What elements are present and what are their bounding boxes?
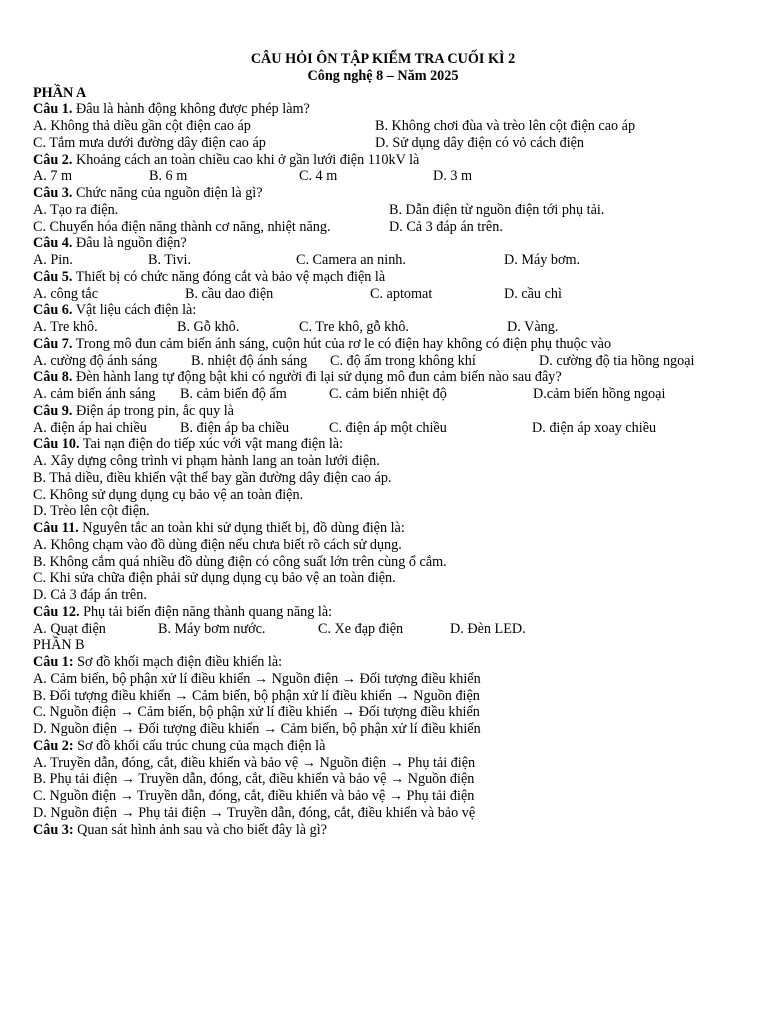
answer-option: B. Máy bơm nước. xyxy=(158,620,266,637)
question-label: Câu 11. xyxy=(33,520,79,536)
part_a-question-12 xyxy=(33,604,733,621)
answer-option: A. cảm biến ánh sáng xyxy=(33,386,156,402)
answer-row xyxy=(33,353,733,370)
answer-option: B. cảm biến độ ẩm xyxy=(180,386,287,402)
answer-option: C. aptomat xyxy=(370,285,433,302)
question-text: Điện áp trong pin, ắc quy là xyxy=(72,402,234,419)
part-b-heading: PHẦN B xyxy=(33,637,85,654)
question-text: Khoảng cách an toàn chiều cao khi ở gần lưới điện 110kV là xyxy=(72,151,420,168)
answer-option: D. Sử dụng dây điện có vỏ cách điện xyxy=(375,134,585,151)
answer-option: D. cường độ tia hồng ngoại xyxy=(539,352,695,369)
answer-option: D. Nguồn điện → Đối tượng điều khiển → Cảm biến, bộ phận xử lí điều khiển xyxy=(33,721,481,737)
part_a-question-11 xyxy=(33,520,733,537)
question-text: Tai nạn điện do tiếp xúc với vật mang điện là: xyxy=(79,436,344,453)
question-text: Trong mô đun cảm biến ánh sáng, cuộn hút của rơ le có điện hay không có điện phụ thuộc vào xyxy=(72,335,612,352)
question-text: Thiết bị có chức năng đóng cắt và bảo vệ mạch điện là xyxy=(72,268,386,285)
part-a-heading: PHẦN A xyxy=(33,84,87,101)
answer-option: B. điện áp ba chiều xyxy=(180,419,290,436)
part_a-question-10 xyxy=(33,436,733,453)
question-text: Quan sát hình ảnh sau và cho biết đây là gì? xyxy=(73,821,327,838)
part_a-question-5 xyxy=(33,269,733,286)
answer-option: C. Tắm mưa dưới đường dây điện cao áp xyxy=(33,134,266,151)
answer-option: C. Không sử dụng dụng cụ bảo vệ an toàn điện. xyxy=(33,486,304,503)
answer-option: A. Không chạm vào đồ dùng điện nếu chưa biết rõ cách sử dụng. xyxy=(33,536,402,553)
question-label: Câu 6. xyxy=(33,302,73,319)
question-text: Đâu là nguồn điện? xyxy=(72,235,187,252)
answer-row xyxy=(33,135,733,152)
answer-option: A. Tạo ra điện. xyxy=(33,201,119,218)
question-text: Nguyên tắc an toàn khi sử dụng thiết bị, đồ dùng điện là: xyxy=(78,520,405,536)
answer-row xyxy=(33,168,733,185)
answer-row xyxy=(33,118,733,135)
question-label: Câu 7. xyxy=(33,335,73,352)
answer-option: D. Trèo lên cột điện. xyxy=(33,503,150,520)
answer-row xyxy=(33,621,733,638)
answer-row xyxy=(33,219,733,236)
part_b-question-3 xyxy=(33,822,733,839)
answer-option: A. Truyền dẫn, đóng, cắt, điều khiển và bảo vệ → Nguồn điện → Phụ tải điện xyxy=(33,754,476,771)
question-text: Sơ đồ khối cấu trúc chung của mạch điện là xyxy=(73,737,326,754)
question-label: Câu 1. xyxy=(33,101,73,118)
question-label: Câu 3: xyxy=(33,821,74,838)
answer-option: B. Không cắm quá nhiều đồ dùng điện có công suất lớn trên cùng ổ cắm. xyxy=(33,553,447,570)
answer-option: D. Vàng. xyxy=(507,319,559,335)
part_b-question-2 xyxy=(33,738,733,755)
document-title: CÂU HỎI ÔN TẬP KIỂM TRA CUỐI KÌ 2 xyxy=(250,51,516,67)
question-label: Câu 1: xyxy=(33,654,74,670)
question-label: Câu 4. xyxy=(33,235,73,252)
part-b-questions xyxy=(33,654,733,838)
answer-option: B. Thả diều, điều khiển vật thể bay gần đường dây điện cao áp. xyxy=(33,469,392,486)
answer-option: C. cảm biến nhiệt độ xyxy=(329,386,447,402)
question-label: Câu 5. xyxy=(33,268,73,285)
answer-option: C. Chuyển hóa điện năng thành cơ năng, nhiệt năng. xyxy=(33,218,331,235)
question-text: Phụ tải biến điện năng thành quang năng là: xyxy=(79,603,333,620)
answer-option: C. độ ẩm trong không khí xyxy=(330,352,476,369)
question-label: Câu 9. xyxy=(33,402,73,419)
answer-option: D. 3 m xyxy=(433,168,473,185)
answer-option: D. Đèn LED. xyxy=(450,620,526,637)
answer-option: B. Đối tượng điều khiển → Cảm biến, bộ phận xử lí điều khiển → Nguồn điện xyxy=(33,687,480,704)
question-label: Câu 2. xyxy=(33,151,73,168)
part_a-question-1 xyxy=(33,101,733,118)
answer-option: D. Cả 3 đáp án trên. xyxy=(389,218,503,235)
answer-option: C. Nguồn điện → Cảm biến, bộ phận xử lí điều khiển → Đối tượng điều khiển xyxy=(33,704,480,721)
question-label: Câu 10. xyxy=(33,436,80,453)
answer-option: C. Xe đạp điện xyxy=(318,620,404,637)
part_a-question-2 xyxy=(33,152,733,169)
answer-option: B. nhiệt độ ánh sáng xyxy=(191,352,308,369)
answer-option: C. Camera an ninh. xyxy=(296,252,406,268)
answer-option: B. Dẫn điện từ nguồn điện tới phụ tải. xyxy=(389,201,605,218)
question-text: Đèn hành lang tự động bật khi có người đi lại sử dụng mô đun cảm biến nào sau đây? xyxy=(72,369,562,386)
answer-row xyxy=(33,286,733,303)
answer-option: B. Tivi. xyxy=(148,252,191,268)
answer-option: A. Cảm biến, bộ phận xử lí điều khiển → Nguồn điện → Đối tượng điều khiển xyxy=(33,670,481,687)
answer-option: B. Không chơi đùa và trèo lên cột điện cao áp xyxy=(375,118,636,134)
answer-option: A. Pin. xyxy=(33,252,73,268)
part_a-question-7 xyxy=(33,336,733,353)
answer-option: B. 6 m xyxy=(149,168,188,185)
answer-option: A. điện áp hai chiều xyxy=(33,419,147,436)
answer-option: A. Không thả diều gần cột điện cao áp xyxy=(33,118,251,134)
answer-option: D. điện áp xoay chiều xyxy=(532,419,657,436)
part_a-question-3 xyxy=(33,185,733,202)
answer-option: A. 7 m xyxy=(33,168,73,185)
answer-row xyxy=(33,202,733,219)
answer-option: C. Khi sửa chữa điện phải sử dụng dụng cụ bảo vệ an toàn điện. xyxy=(33,570,396,587)
part_a-question-9 xyxy=(33,403,733,420)
question-text: Chức năng của nguồn điện là gì? xyxy=(72,185,263,201)
part_a-question-4 xyxy=(33,235,733,252)
document-subtitle: Công nghệ 8 – Năm 2025 xyxy=(307,67,459,84)
answer-option: D. Cả 3 đáp án trên. xyxy=(33,587,147,603)
answer-option: A. Xây dựng công trình vi phạm hành lang an toàn lưới điện. xyxy=(33,453,380,469)
part_a-question-8 xyxy=(33,369,733,386)
answer-option: A. Quạt điện xyxy=(33,620,106,637)
part_b-question-1 xyxy=(33,654,733,671)
question-text: Vật liệu cách điện là: xyxy=(72,302,197,319)
question-label: Câu 12. xyxy=(33,603,80,620)
answer-option: C. Nguồn điện → Truyền dẫn, đóng, cắt, điều khiển và bảo vệ → Phụ tải điện xyxy=(33,788,475,804)
answer-option: A. cường độ ánh sáng xyxy=(33,352,158,369)
answer-option: D. cầu chì xyxy=(504,285,562,302)
question-label: Câu 3. xyxy=(33,185,73,201)
answer-option: B. Phụ tải điện → Truyền dẫn, đóng, cắt, điều khiển và bảo vệ → Nguồn điện xyxy=(33,771,475,788)
answer-row xyxy=(33,252,733,269)
part-a-questions xyxy=(33,101,733,637)
answer-option: D. Nguồn điện → Phụ tải điện → Truyền dẫn, đóng, cắt, điều khiển và bảo vệ xyxy=(33,804,476,821)
question-label: Câu 8. xyxy=(33,369,73,386)
answer-option: B. Gỗ khô. xyxy=(177,319,240,335)
answer-option: D.cảm biến hồng ngoại xyxy=(533,386,666,402)
answer-option: A. công tắc xyxy=(33,285,99,302)
answer-option: C. Tre khô, gỗ khô. xyxy=(299,319,409,335)
question-label: Câu 2: xyxy=(33,737,74,754)
answer-option: D. Máy bơm. xyxy=(504,252,581,268)
part_a-question-6 xyxy=(33,302,733,319)
question-text: Sơ đồ khối mạch điện điều khiển là: xyxy=(73,654,283,670)
question-text: Đâu là hành động không được phép làm? xyxy=(72,101,310,118)
answer-option: C. điện áp một chiều xyxy=(329,419,447,436)
answer-row xyxy=(33,386,733,403)
answer-option: B. cầu dao điện xyxy=(185,285,274,302)
answer-option: C. 4 m xyxy=(299,168,338,185)
document xyxy=(33,51,733,838)
answer-row xyxy=(33,319,733,336)
answer-option: A. Tre khô. xyxy=(33,319,98,335)
answer-row xyxy=(33,420,733,437)
